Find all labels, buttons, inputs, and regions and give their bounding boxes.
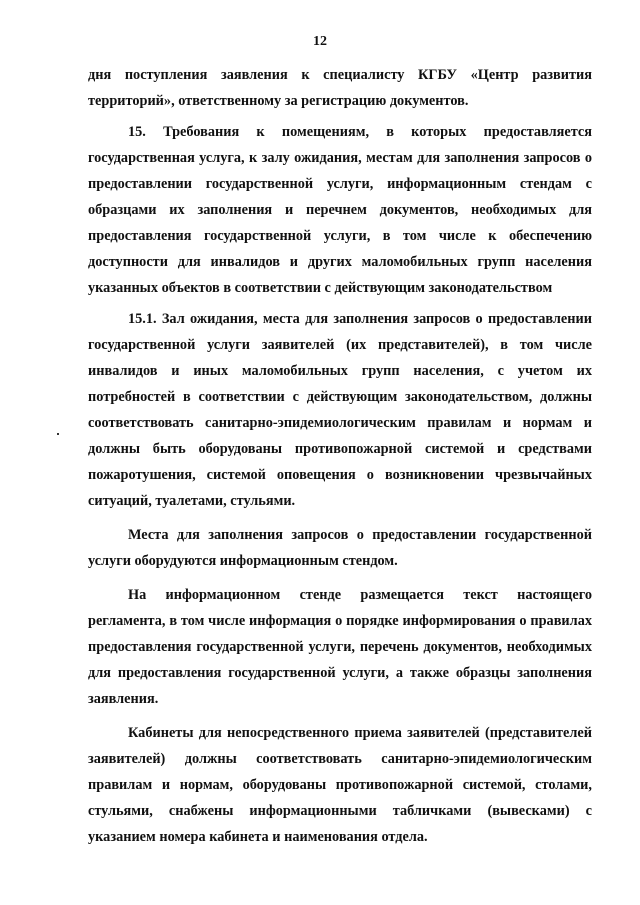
document-body <box>88 62 592 850</box>
paragraph-places-for-requests: Места для заполнения запросов о предоставлении государственной услуги оборудуются информационным стендом. <box>88 527 592 569</box>
paragraph-offices: Кабинеты для непосредственного приема заявителей (представителей заявителей) должны соответствовать санитарно-эпидемиологическим правилам и нормам, оборудованы противопожарной системой, столами, стульями, снабжены информационными табличками (вывесками) с указанием номера кабинета и наименования отдела. <box>88 725 592 845</box>
paragraph-continuation: дня поступления заявления к специалисту КГБУ «Центр развития территорий», ответственному за регистрацию документов. <box>88 67 592 109</box>
page-number: 12 <box>313 34 327 49</box>
paragraph-section-15-1: 15.1. Зал ожидания, места для заполнения запросов о предоставлении государственной услуги заявителей (их представителей), в том числе инвалидов и иных маломобильных групп населения, с учетом их потребностей в соответствии с действующим законодательством, должны соответствовать санитарно-эпидемиологическим правилам и нормам и должны быть оборудованы противопожарной системой и средствами пожаротушения, системой оповещения о возникновении чрезвычайных ситуаций, туалетами, стульями. <box>88 311 592 509</box>
paragraph-section-15-heading: 15. Требования к помещениям, в которых предоставляется государственная услуга, к залу ожидания, местам для заполнения запросов о предоставлении государственной услуги, информационным стендам с образцами их заполнения и перечнем документов, необходимых для предоставления государственной услуги, в том числе к обеспечению доступности для инвалидов и других маломобильных групп населения указанных объектов в соответствии с действующим законодательством <box>88 124 592 296</box>
paragraph-information-stand: На информационном стенде размещается текст настоящего регламента, в том числе информация о порядке информирования о правилах предоставления государственной услуги, перечень документов, необходимых для предоставления государственной услуги, а также образцы заполнения заявления. <box>88 587 592 707</box>
margin-speck <box>57 433 59 435</box>
